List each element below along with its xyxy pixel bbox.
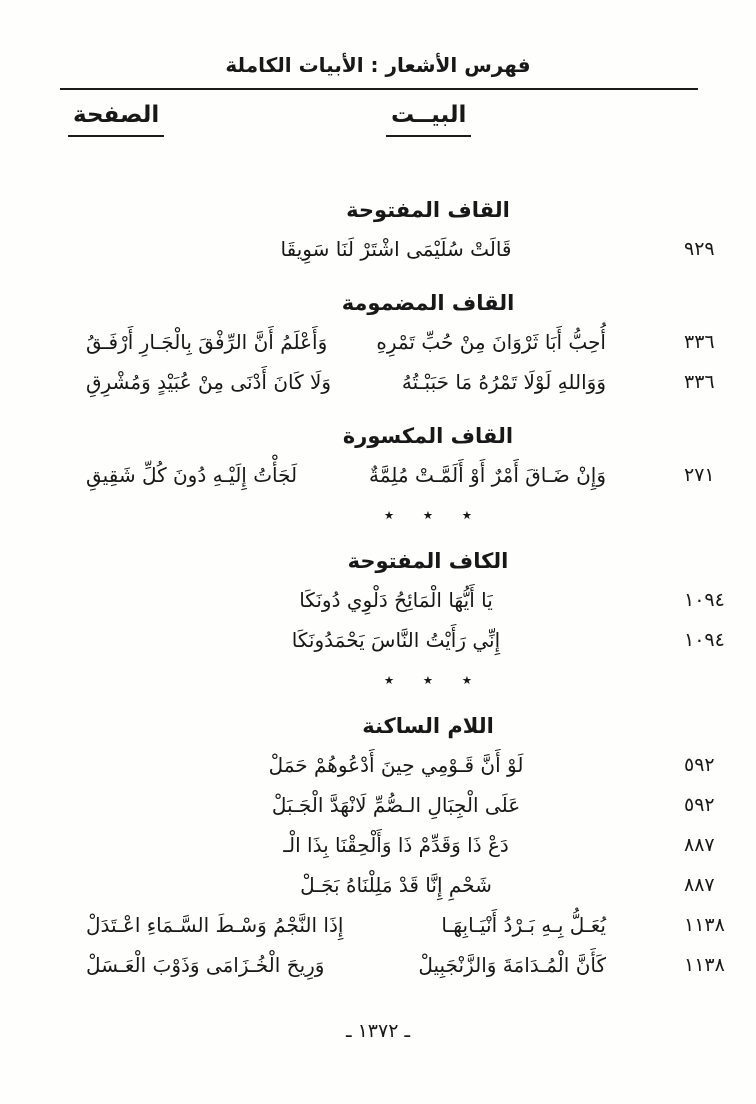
verse-second-hemistich: لَجَأْتُ إِلَيْـهِ دُونَ كُلِّ شَقِيقِ xyxy=(86,463,298,487)
footer-page-number: ـ ١٣٧٢ ـ xyxy=(345,1020,411,1042)
index-entry xyxy=(0,322,756,362)
verse-text xyxy=(86,945,606,985)
entry-page-number: ٢٧١ xyxy=(684,464,715,486)
index-entry xyxy=(0,865,756,905)
index-section xyxy=(0,712,756,985)
index-entry xyxy=(0,362,756,402)
entry-page-number: ١٠٩٤ xyxy=(684,589,725,611)
index-entry xyxy=(0,455,756,495)
column-headers xyxy=(0,100,756,150)
entry-page-number: ٥٩٢ xyxy=(684,794,715,816)
entry-page-number: ٣٣٦ xyxy=(684,331,715,353)
verse-text: قَالَتْ سُلَيْمَى اشْتَرْ لَنَا سَوِيقَا xyxy=(280,237,512,261)
verse-text: إِنِّي رَأَيْتُ النَّاسَ يَحْمَدُونَكَا xyxy=(291,628,501,652)
section-heading: القاف المكسورة xyxy=(342,424,514,448)
column-header-verse: البيــت xyxy=(386,100,471,137)
verse-first-hemistich: يُعَـلُّ بِـهِ بَـرْدُ أَنْيَـابِهَـا xyxy=(441,913,606,937)
verse-second-hemistich: وَرِيحَ الْخُـزَامَى وَذَوْبَ الْعَـسَلْ xyxy=(86,953,325,977)
index-entry xyxy=(0,580,756,620)
index-entry xyxy=(0,945,756,985)
index-entry xyxy=(0,229,756,269)
entry-page-number: ٨٨٧ xyxy=(684,834,715,856)
verse-second-hemistich: إِذَا النَّجْمُ وَسْـطَ السَّـمَاءِ اعْـتَدَلْ xyxy=(86,913,344,937)
header-rule xyxy=(60,88,698,90)
section-separator-stars: ٭ ٭ ٭ xyxy=(383,504,473,526)
index-section xyxy=(0,547,756,660)
entry-page-number: ٨٨٧ xyxy=(684,874,715,896)
entry-page-number: ١٠٩٤ xyxy=(684,629,725,651)
index-entry xyxy=(0,620,756,660)
section-heading: الكاف المفتوحة xyxy=(347,549,509,573)
index-entry xyxy=(0,785,756,825)
section-heading: القاف المضمومة xyxy=(341,291,515,315)
verse-text: لَوْ أَنَّ قَـوْمِي حِينَ أَدْعُوهُمْ حَمَلْ xyxy=(268,753,524,777)
entry-page-number: ١١٣٨ xyxy=(684,914,725,936)
index-entry xyxy=(0,905,756,945)
verse-text: عَلَى الْجِبَالِ الـصُّمِّ لَانْهَدَّ الْجَـبَلْ xyxy=(271,793,521,817)
index-section xyxy=(0,289,756,402)
verse-text xyxy=(86,362,606,402)
section-heading: القاف المفتوحة xyxy=(346,198,510,222)
verse-second-hemistich: وَلَا كَانَ أَدْنَى مِنْ عُبَيْدٍ وَمُشْرِقِ xyxy=(86,370,332,394)
index-entry xyxy=(0,745,756,785)
entry-page-number: ٩٢٩ xyxy=(684,238,715,260)
verse-second-hemistich: وَأَعْلَمُ أَنَّ الرِّفْقَ بِالْجَـارِ أَرْفَـقُ xyxy=(86,330,328,354)
index-section xyxy=(0,422,756,495)
verse-first-hemistich: أُحِبُّ أَبَا ثَرْوَانَ مِنْ حُبِّ تَمْرِهِ xyxy=(376,330,606,354)
index-list xyxy=(0,196,756,985)
section-separator-stars: ٭ ٭ ٭ xyxy=(383,669,473,691)
verse-text: دَعْ ذَا وَقَدِّمْ ذَا وَأَلْحِقْنَا بِذَا الْـ xyxy=(283,833,509,857)
entry-page-number: ٥٩٢ xyxy=(684,754,715,776)
index-entry xyxy=(0,825,756,865)
verse-text: شَحْمِ إِنَّا قَدْ مَلِلْنَاهُ بَجَـلْ xyxy=(300,873,492,897)
index-section xyxy=(0,196,756,269)
verse-text xyxy=(86,905,606,945)
verse-text xyxy=(86,455,606,495)
entry-page-number: ٣٣٦ xyxy=(684,371,715,393)
entry-page-number: ١١٣٨ xyxy=(684,954,725,976)
page-title: فهرس الأشعار : الأبيات الكاملة xyxy=(225,53,531,77)
verse-first-hemistich: وَوَاللهِ لَوْلَا تَمْرُهُ مَا حَبَبْـتُهُ xyxy=(401,370,606,394)
verse-text: يَا أَيُّهَا الْمَائِحُ دَلْوِي دُونَكَا xyxy=(299,588,493,612)
column-header-page: الصفحة xyxy=(68,100,164,137)
verse-first-hemistich: وَإِنْ ضَـاقَ أَمْرٌ أَوْ أَلَمَّـتْ مُلِمَّةٌ xyxy=(369,463,606,487)
verse-first-hemistich: كَأَنَّ الْمُـدَامَةَ وَالزَّنْجَبِيلْ xyxy=(418,953,606,977)
section-heading: اللام الساكنة xyxy=(362,714,494,738)
verse-text xyxy=(86,322,606,362)
